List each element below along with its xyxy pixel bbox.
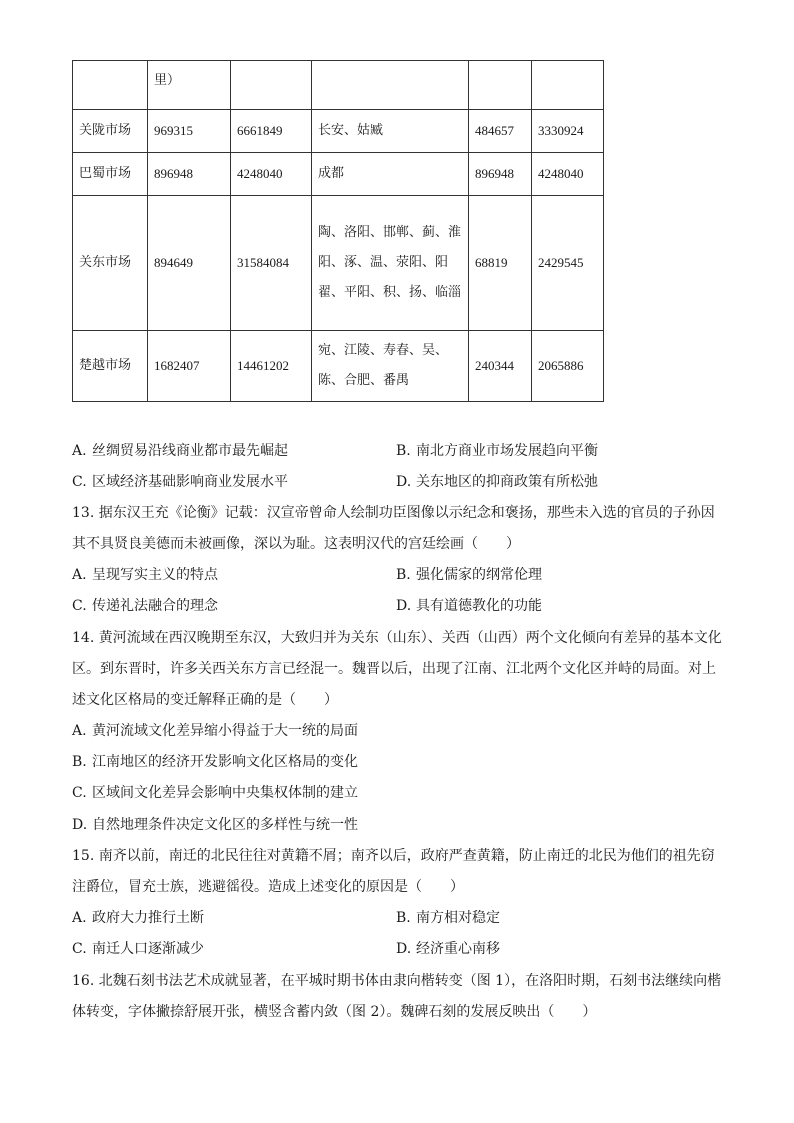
table-cell: 14461202 [231,331,312,402]
table-cell: 里） [148,61,231,110]
table-cell [231,61,312,110]
q12-options-row-1 [72,436,732,467]
table-cell: 896948 [148,153,231,196]
table-cell: 3330924 [532,110,604,153]
table-cell [73,61,148,110]
table-cell: 6661849 [231,110,312,153]
q15-option-c[interactable]: C. 南迁人口逐渐减少 [72,941,204,957]
table-cell: 4248040 [532,153,604,196]
table-cell: 31584084 [231,196,312,331]
q12-option-c[interactable]: C. 区域经济基础影响商业发展水平 [72,474,288,490]
table-cell [532,61,604,110]
q12-option-b[interactable]: B. 南北方商业市场发展趋向平衡 [396,443,598,459]
table-cell: 484657 [469,110,532,153]
q14-option-d[interactable]: D. 自然地理条件决定文化区的多样性与统一性 [72,817,358,833]
cities-cell: 陶、洛阳、邯郸、蓟、淮阳、涿、温、荥阳、阳翟、平阳、积、扬、临淄 [312,196,469,331]
cities-cell: 成都 [312,153,469,196]
q15-options-row-2 [72,934,732,965]
table-row [73,61,604,110]
q14-option-c[interactable]: C. 区域间文化差异会影响中央集权体制的建立 [72,785,358,801]
q15-option-d[interactable]: D. 经济重心南移 [396,941,500,957]
table-cell [312,61,469,110]
q14-stem: 14. 黄河流域在西汉晚期至东汉，大致归并为关东（山东）、关西（山西）两个文化倾向有差异的基本文化 区。到东晋时，许多关西关东方言已经混一。魏晋以后，出现了江南、江北两个文化区并峙的局面。对上 述文化区格局的变迁解释正确的是（ ） [72,630,722,708]
table-cell: 969315 [148,110,231,153]
q13-options-row-2 [72,591,732,622]
table-cell: 894649 [148,196,231,331]
table-cell: 1682407 [148,331,231,402]
q13-stem: 13. 据东汉王充《论衡》记载：汉宣帝曾命人绘制功臣图像以示纪念和褒扬，那些未入选的官员的子孙因 其不具贤良美德而未被画像，深以为耻。这表明汉代的宫廷绘画（ ） [72,505,715,552]
q13-options-row-1 [72,560,732,591]
table-cell: 68819 [469,196,532,331]
market-name-cell: 楚越市场 [73,331,148,402]
table-cell: 2065886 [532,331,604,402]
q12-option-a[interactable]: A. 丝绸贸易沿线商业都市最先崛起 [72,443,288,459]
q15-option-a[interactable]: A. 政府大力推行土断 [72,910,204,926]
market-name-cell: 关东市场 [73,196,148,331]
market-name-cell: 巴蜀市场 [73,153,148,196]
q13-option-c[interactable]: C. 传递礼法融合的理念 [72,598,218,614]
cities-cell: 宛、江陵、寿春、吴、陈、合肥、番禺 [312,331,469,402]
table-row [73,110,604,153]
q14-option-b[interactable]: B. 江南地区的经济开发影响文化区格局的变化 [72,754,358,770]
table-cell [469,61,532,110]
table-row [73,196,604,331]
q12-option-d[interactable]: D. 关东地区的抑商政策有所松弛 [396,474,598,490]
table-cell: 2429545 [532,196,604,331]
q13-option-a[interactable]: A. 呈现写实主义的特点 [72,567,218,583]
table-cell: 896948 [469,153,532,196]
table-cell: 4248040 [231,153,312,196]
table-row [73,331,604,402]
q15-option-b[interactable]: B. 南方相对稳定 [396,910,500,926]
q12-options-row-2 [72,467,732,498]
market-name-cell: 关陇市场 [73,110,148,153]
cities-cell: 长安、姑臧 [312,110,469,153]
q15-stem: 15. 南齐以前，南迁的北民往往对黄籍不屑；南齐以后，政府严查黄籍，防止南迁的北民为他们的祖先窃 注爵位，冒充士族，逃避徭役。造成上述变化的原因是（ ） [72,848,715,895]
q13-option-b[interactable]: B. 强化儒家的纲常伦理 [396,567,542,583]
table-row [73,153,604,196]
q15-options-row-1 [72,903,732,934]
q13-option-d[interactable]: D. 具有道德教化的功能 [396,598,542,614]
q14-option-a[interactable]: A. 黄河流域文化差异缩小得益于大一统的局面 [72,723,358,739]
market-table [72,60,604,402]
table-cell: 240344 [469,331,532,402]
q16-stem: 16. 北魏石刻书法艺术成就显著，在平城时期书体由隶向楷转变（图 1），在洛阳时期，石刻书法继续向楷 体转变，字体撇捺舒展开张，横竖含蓄内敛（图 2）。魏碑石刻的发展反映出（ ） [72,973,722,1020]
